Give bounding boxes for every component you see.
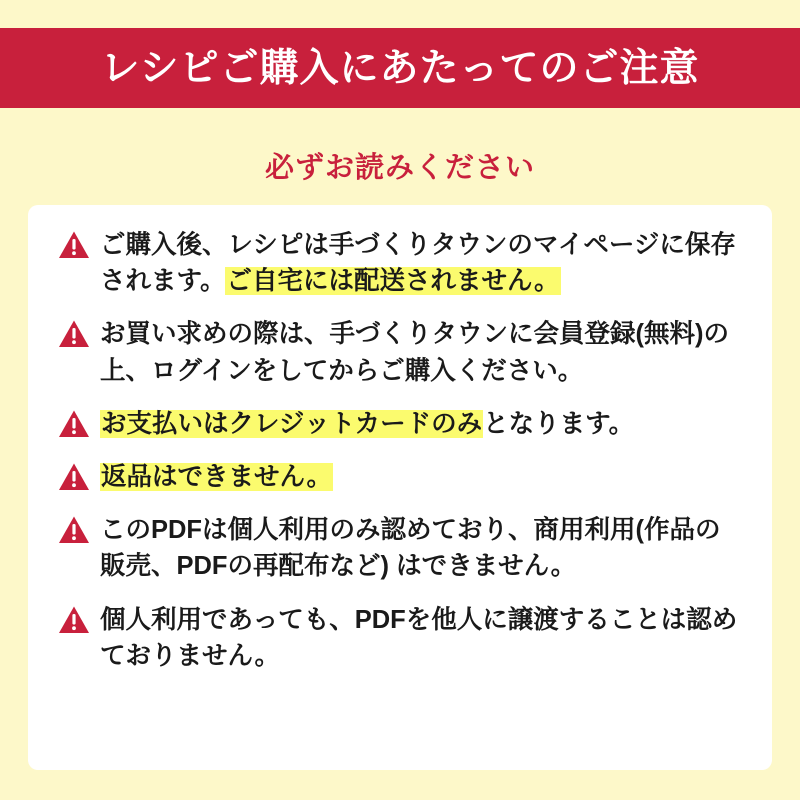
notice-item [58, 459, 742, 495]
subtitle: 必ずお読みください [264, 152, 535, 184]
warning-icon [58, 319, 90, 349]
notice-item [58, 602, 742, 674]
warning-icon [58, 409, 90, 439]
highlighted-text: ご自宅には配送されません。 [226, 267, 560, 296]
plain-text: となります。 [483, 409, 635, 438]
notice-item-text [100, 227, 742, 299]
notice-card [28, 205, 772, 770]
notice-item [58, 227, 742, 299]
plain-text: 個人利用であっても、PDFを他人に譲渡することは認めておりません。 [100, 605, 738, 670]
notice-list [58, 227, 742, 674]
notice-item [58, 512, 742, 584]
plain-text: ご購入後、レシピは手づくりタウンのマイページに保存されます。 [100, 231, 736, 296]
notice-item-text [100, 459, 333, 495]
notice-item-text [100, 512, 742, 584]
warning-icon [58, 515, 90, 545]
warning-icon [58, 462, 90, 492]
notice-item [58, 406, 742, 442]
page-title: レシピご購入にあたってのご注意 [100, 46, 700, 90]
notice-item-text [100, 406, 634, 442]
warning-icon [58, 605, 90, 635]
highlighted-text: お支払いはクレジットカードのみ [101, 409, 483, 438]
notice-item-text [100, 602, 742, 674]
warning-icon [58, 230, 90, 260]
notice-item [58, 316, 742, 388]
highlighted-text: 返品はできません。 [101, 463, 333, 492]
notice-item-text [100, 316, 742, 388]
header-band [0, 28, 800, 108]
plain-text: お買い求めの際は、手づくりタウンに会員登録(無料)の上、ログインをしてからご購入ください。 [100, 320, 729, 385]
plain-text: このPDFは個人利用のみ認めており、商用利用(作品の販売、PDFの再配布など) はできません。 [100, 516, 721, 581]
